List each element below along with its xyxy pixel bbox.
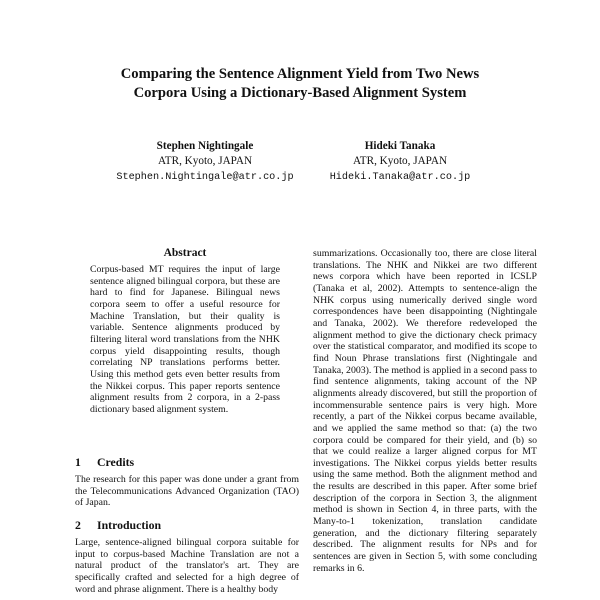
- title-line-2: Corpora Using a Dictionary-Based Alignment System: [133, 85, 467, 101]
- section-heading-introduction: [75, 518, 161, 533]
- author-name: Stephen Nightingale: [156, 140, 254, 152]
- author-email: Stephen.Nightingale@atr.co.jp: [116, 171, 294, 183]
- section-title: Credits: [97, 455, 135, 469]
- author-block-1: [105, 139, 305, 185]
- title-line-1: Comparing the Sentence Alignment Yield from Two News: [120, 66, 480, 82]
- author-name: Hideki Tanaka: [364, 140, 436, 152]
- section-number: 1: [75, 455, 81, 469]
- paper-title: [40, 65, 560, 103]
- author-email: Hideki.Tanaka@atr.co.jp: [329, 171, 471, 183]
- abstract-heading: Abstract: [163, 247, 207, 259]
- abstract-text: Corpus-based MT requires the input of large sentence aligned bilingual corpora, but these are hard to find for Japanese. Bilingual news corpora seem to offer a useful resource for Machine Translation, but their quality is variable. Sentence alignments produced by filtering literal word translations from the NHK corpus yield disappointing results, though correlating NP translations performs better. Using this method gets even better results from the Nikkei corpus. This paper reports sentence alignment results from 2 corpora, in a 2-pass dictionary based alignment system.: [90, 264, 280, 415]
- section-number: 2: [75, 518, 81, 532]
- author-affiliation: ATR, Kyoto, JAPAN: [352, 155, 448, 168]
- introduction-text: Large, sentence-aligned bilingual corpora suitable for input to corpus-based Machine Translation are not a natural product of the translator's art. They are specifically crafted and selected for a high degree of word and phrase alignment. There is a healthy body: [75, 537, 299, 595]
- right-column-text: summarizations. Occasionally too, there are close literal translations. The NHK and Nikkei are two different news corpora which have been reported in ICSLP (Tanaka et al, 2002). Attempts to sentence-align the NHK corpus using numerically derived single word correspondences have been disappointing (Nightingale and Tanaka, 2002). We therefore redeveloped the alignment method to give the dictionary check primacy over the statistical comparator, and modified its scope to find Noun Phrase translations first (Nightingale and Tanaka, 2003). The method is applied in a second pass to find sentence alignments, taking account of the NP alignments already discovered, but still the proportion of incommensurable sentence pairs is very high. More recently, a part of the Nikkei corpus became available, and we applied the same method so that: (a) the two corpora could be compared for their yield, and (b) so that we could realize a larger aligned corpus for MT investigations. The Nikkei corpus yields better results using the same method. Both the alignment method and the results are described in this paper. After some brief description of the corpora in Section 3, the alignment method is shown in Section 4, in three parts, with the Many-to-1 tokenization, translation candidate generation, and the dictionary filtering separately described. The alignment results for NPs and for sentences are given in Section 5, with some concluding remarks in 6.: [313, 248, 537, 574]
- section-heading-credits: [75, 455, 134, 470]
- author-affiliation: ATR, Kyoto, JAPAN: [157, 155, 253, 168]
- author-block-2: [300, 139, 500, 185]
- section-title: Introduction: [97, 518, 162, 532]
- credits-text: The research for this paper was done under a grant from the Telecommunications Advanced Organization (TAO) of Japan.: [75, 474, 299, 509]
